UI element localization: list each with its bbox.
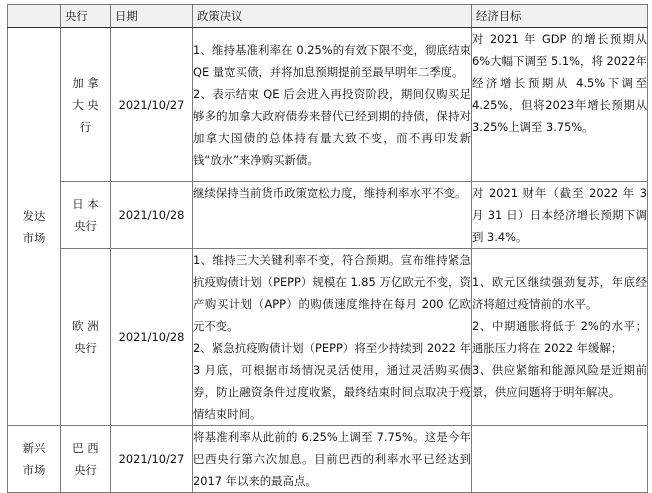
target-paragraph: 2、中期通胀将低于 2%的水平；通胀压力将在 2022 年缓解； (472, 319, 647, 355)
policy-cell (193, 28, 472, 182)
target-cell (472, 182, 648, 249)
target-paragraph: 1、欧元区继续强劲复苏，年底经济将超过疫情前的水平。 (472, 275, 647, 311)
policy-cell (193, 426, 472, 493)
target-paragraph: 对 2021 年 GDP 的增长预期从6%大幅下调至 5.1%，将 2022年经济增长预期从 4.5%下调至4.25%，但将2023年增长预期从 3.25%上调至 3.75%。 (472, 32, 647, 134)
policy-paragraph: 2、紧急抗疫购债计划（PEPP）将至少持续到 2022 年 3 月底，可根据市场情况灵活使用，通过灵活购买债券，防止融资条件过度收紧，最终结束时间点取决于疫情结束时间。 (193, 341, 471, 421)
central-bank-policy-table (7, 4, 648, 493)
date-cell: 2021/10/27 (111, 28, 193, 182)
bank-name-cell (61, 426, 111, 493)
policy-cell (193, 182, 472, 249)
bank-name: 加 拿 大 央 行 (72, 75, 99, 134)
header-date: 日期 (111, 5, 193, 28)
date-cell: 2021/10/27 (111, 426, 193, 493)
header-central-bank: 央行 (61, 5, 111, 28)
bank-name: 日 本 央行 (72, 197, 99, 233)
target-paragraph: 对 2021 财年（截至 2022 年 3 月 31 日）日本经济增长预期下调到 3.4%。 (472, 186, 647, 244)
bank-name-cell (61, 249, 111, 426)
table-row (8, 426, 648, 493)
policy-paragraph: 1、维持基准利率在 0.25%的有效下限不变，彻底结束 QE 量宽买债，并将加息预期提前至最早明年二季度。 (193, 42, 471, 79)
policy-paragraph: 将基准利率从此前的 6.25%上调至 7.75%。这是今年巴西央行第六次加息。目前巴西的利率水平已经达到 2017 年以来的最高点。 (193, 430, 471, 488)
policy-paragraph: 1、维持三大关键利率不变，符合预期。宣布维持紧急抗疫购债计划（PEPP）规模在 1.85 万亿欧元不变，资产购买计划（APP）的购债速度维持在每月 200 亿欧元不变。 (193, 253, 471, 333)
date-cell: 2021/10/28 (111, 249, 193, 426)
policy-paragraph: 2、表示结束 QE 后会进入再投资阶段，期间仅购买足够多的加拿大政府债券来替代已经到期的持债，保持对加拿大国债的总体持有量大致不变，而不再印发新钱“放水”来净购买新债。 (193, 86, 471, 167)
region-developed-cell (8, 28, 61, 426)
header-policy-decision: 政策决议 (193, 5, 472, 28)
region-label: 发达 市场 (22, 208, 46, 245)
policy-paragraph: 继续保持当前货币政策宽松力度，维持利率水平不变。 (193, 186, 467, 200)
bank-name-cell (61, 182, 111, 249)
date-cell: 2021/10/28 (111, 182, 193, 249)
bank-name: 欧 洲 央行 (72, 319, 99, 355)
policy-cell (193, 249, 472, 426)
table-header-row (8, 5, 648, 28)
bank-name: 巴 西 央行 (72, 441, 99, 477)
header-economic-target: 经济目标 (472, 5, 648, 28)
target-cell-empty (472, 426, 648, 493)
table-row (8, 249, 648, 426)
region-emerging-cell (8, 426, 61, 493)
target-cell (472, 249, 648, 426)
table-row (8, 182, 648, 249)
region-label: 新兴 市场 (22, 441, 46, 477)
bank-name-cell (61, 28, 111, 182)
target-cell (472, 28, 648, 182)
target-paragraph: 3、供应紧缩和能源风险是近期前景，供应问题将于明年解决。 (472, 363, 647, 399)
table-row (8, 28, 648, 182)
header-region (8, 5, 61, 28)
